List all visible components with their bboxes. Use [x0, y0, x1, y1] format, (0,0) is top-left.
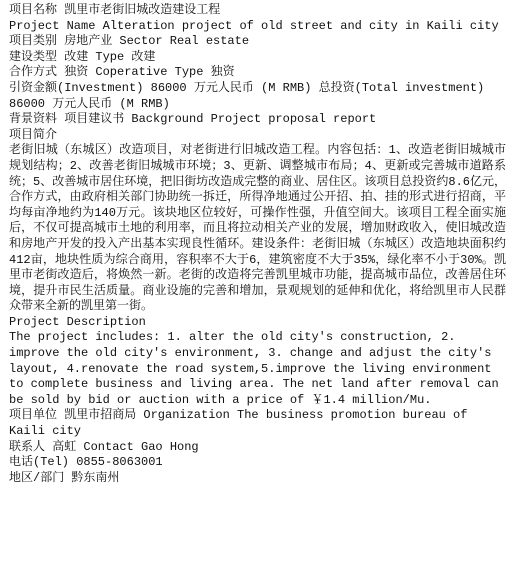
region-department: 地区/部门 黔东南州 [9, 470, 120, 485]
background-info: 背景资料 项目建议书 Background Project proposal report [9, 112, 377, 127]
investment-amount: 引资金额(Investment) 86000 万元人民币 (M RMB) 总投资(Total investment) 86000 万元人民币 (M RMB) [9, 80, 492, 111]
project-category: 项目类别 房地产业 Sector Real estate [9, 34, 250, 49]
project-unit: 项目单位 凯里市招商局 Organization The business promotion bureau of Kaili city [9, 408, 475, 439]
summary-body-en: The project includes: 1. alter the old city's construction, 2. improve the old city's environment, 3. change and adjust the city's layout, 4.renovate the road system,5.improve the living environment to complete business and living area. The net land after removal can be sold by bid or auction with a price of ￥1.4 million/Mu. [9, 330, 499, 407]
summary-body-cn: 老街旧城（东城区）改造项目，对老街进行旧城改造工程。内容包括：1、改造老街旧城城市规划结构；2、改善老街旧城城市环境；3、更新、调整城市布局；4、更新或完善城市道路系统；5、改善城市居住环境，把旧街坊改造成完整的商业、居住区。该项目总投资约8.6亿元，合作方式，由政府相关部门协助统一拆迁，所得净地通过公开招、拍、挂的形式进行招商，平均每亩净地约为140万元。该块地区位较好，可操作性强，升值空间大。该项目工程全面实施后，不仅可提高城市土地的利用率，而且将拉动相关产业的发展，增加财政收入，使旧城改造和房地产开发的投入产出基本实现良性循环。建设条件：老街旧城（东城区）改造地块面积约412亩，地块性质为综合商用，容积率不大于6，建筑密度不大于35%，绿化率不小于30%。凯里市老街改造后，将焕然一新。老街的改造将完善凯里城市功能，提高城市品位，改善居住环境，提升市民生活质量。商业设施的完善和增加，景观规划的延伸和优化，将给凯里市人民群众带来全新的凯里第一街。 [9, 143, 506, 314]
construction-type: 建设类型 改建 Type 改建 [9, 49, 156, 64]
contact-phone: 电话(Tel) 0855-8063001 [9, 455, 163, 470]
contact-person: 联系人 高虹 Contact Gao Hong [9, 439, 199, 454]
summary-heading-en: Project Description [9, 314, 146, 329]
summary-heading-cn: 项目简介 [9, 127, 58, 142]
project-name: 项目名称 凯里市老街旧城改造建设工程 Project Name Alteration project of old street and city in Kaili city [9, 3, 499, 33]
cooperation-mode: 合作方式 独资 Coperative Type 独资 [9, 65, 235, 80]
